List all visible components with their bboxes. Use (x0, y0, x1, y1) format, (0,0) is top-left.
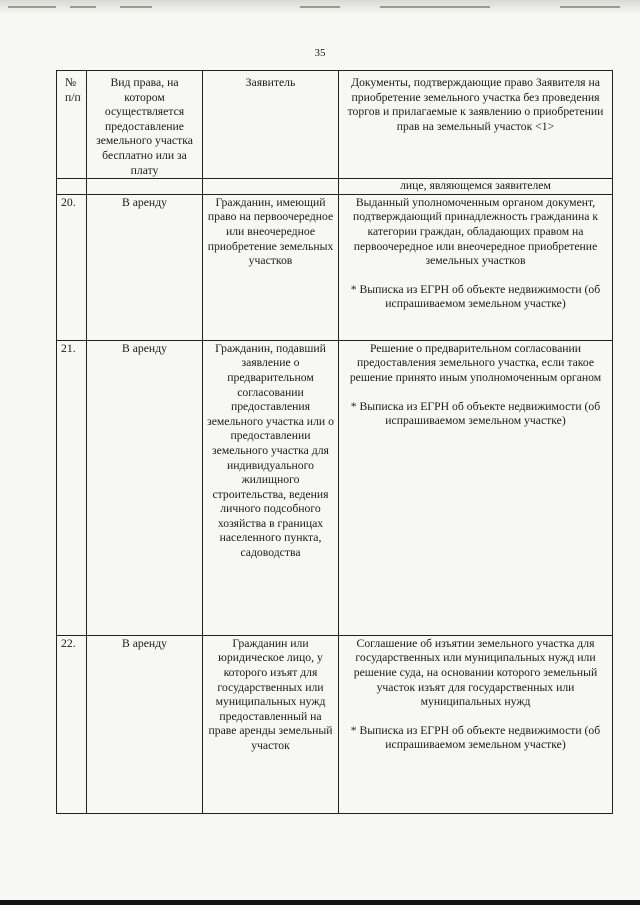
table-row (57, 340, 613, 635)
header-right-type: Вид права, на котором осуществляется предоставление земельного участка бесплатно или за плату (87, 71, 203, 179)
scan-artifact (8, 6, 56, 8)
documents-extract: * Выписка из ЕГРН об объекте недвижимости (об испрашиваемом земельном участке) (350, 399, 601, 428)
table-cell (203, 179, 339, 195)
documents-extract: * Выписка из ЕГРН об объекте недвижимости (об испрашиваемом земельном участке) (350, 723, 601, 752)
header-num: № п/п (57, 71, 87, 179)
row-applicant: Гражданин, имеющий право на первоочередное или внеочередное приобретение земельных участков (203, 194, 339, 340)
documents-extract: * Выписка из ЕГРН об объекте недвижимости (об испрашиваемом земельном участке) (350, 282, 601, 311)
row-num: 21. (57, 340, 87, 635)
scan-artifact (560, 6, 620, 8)
documents-main: Выданный уполномоченным органом документ, подтверждающий принадлежность гражданина к категории граждан, обладающих правом на первоочередное или внеочередное приобретение земельных участков (352, 195, 599, 268)
table-row (57, 635, 613, 813)
row-documents (339, 635, 613, 813)
table-header-row (57, 71, 613, 179)
scan-artifact (70, 6, 96, 8)
continuation-row (57, 179, 613, 195)
row-right-type: В аренду (87, 340, 203, 635)
scan-artifact (380, 6, 490, 8)
documents-main: Решение о предварительном согласовании предоставления земельного участка, если такое решение принято иным уполномоченным органом (349, 341, 602, 384)
page-number: 35 (314, 47, 326, 59)
row-right-type: В аренду (87, 194, 203, 340)
header-applicant: Заявитель (203, 71, 339, 179)
table-cell (87, 179, 203, 195)
continuation-text: лице, являющемся заявителем (339, 179, 613, 195)
row-applicant: Гражданин или юридическое лицо, у которого изъят для государственных или муниципальных нужд предоставленный на праве аренды земельный участок (203, 635, 339, 813)
scan-artifact (120, 6, 152, 8)
row-documents (339, 194, 613, 340)
row-num: 22. (57, 635, 87, 813)
row-documents (339, 340, 613, 635)
row-num: 20. (57, 194, 87, 340)
table-cell (57, 179, 87, 195)
documents-main: Соглашение об изъятии земельного участка для государственных или муниципальных нужд или решение суда, на основании которого земельный участок изъят для государственных или муниципальных нужд (353, 636, 598, 709)
row-applicant: Гражданин, подавший заявление о предварительном согласовании предоставления земельного участка или о предоставлении земельного участка для индивидуального жилищного строительства, ведения личного подсобного хозяйства в границах населенного пункта, садоводства (203, 340, 339, 635)
table-row (57, 194, 613, 340)
header-documents: Документы, подтверждающие право Заявителя на приобретение земельного участка без проведения торгов и прилагаемые к заявлению о приобретении прав на земельный участок <1> (339, 71, 613, 179)
land-rights-table (56, 70, 613, 814)
scan-bottom-edge (0, 900, 640, 905)
scan-artifact (300, 6, 340, 8)
row-right-type: В аренду (87, 635, 203, 813)
